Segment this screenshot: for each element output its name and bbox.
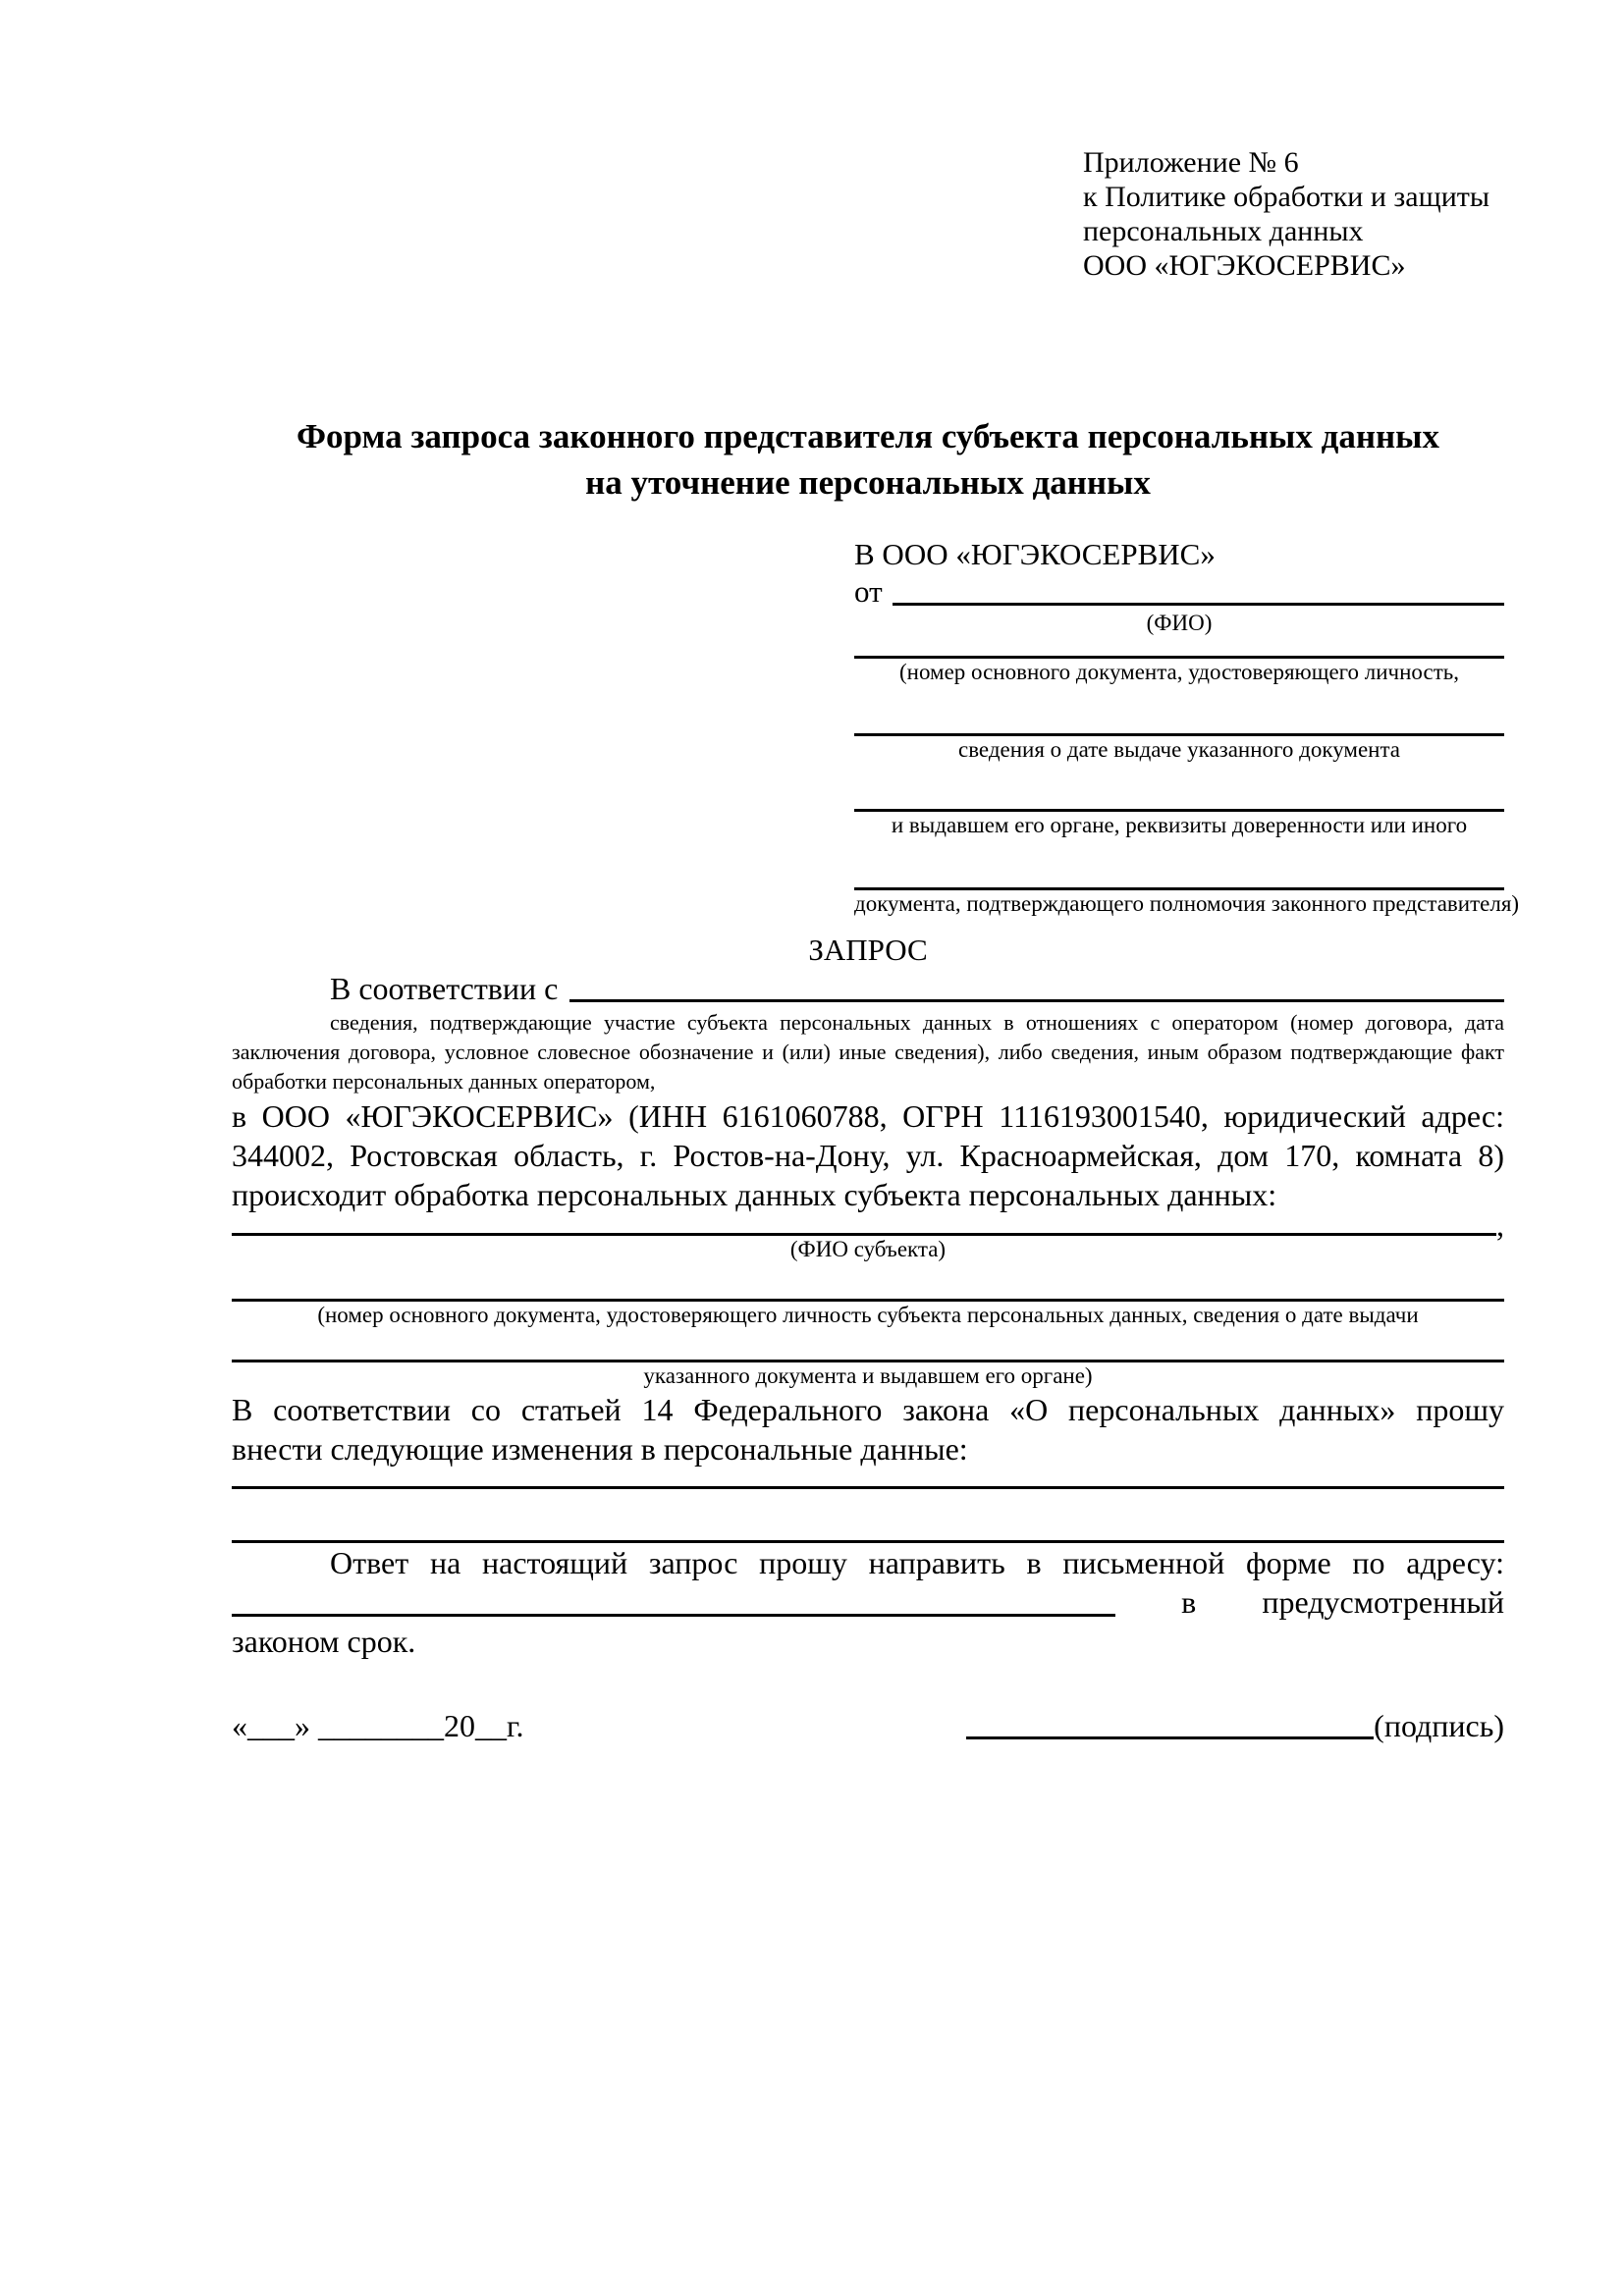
reply-address-field bbox=[232, 1582, 1504, 1622]
operator-line: в ООО «ЮГЭКОСЕРВИС» (ИНН 6161060788, ОГРН 1116193001540, юридический адрес: bbox=[232, 1098, 1504, 1134]
changes-fill-line bbox=[232, 1489, 1504, 1543]
fill-line bbox=[854, 764, 1504, 812]
law-line: внести следующие изменения в персональные данные: bbox=[232, 1431, 968, 1467]
basis-note bbox=[232, 1008, 1504, 1096]
subject-doc-field bbox=[232, 1329, 1504, 1390]
annex-line: ООО «ЮГЭКОСЕРВИС» bbox=[1083, 249, 1406, 282]
operator-line: 344002, Ростовская область, г. Ростов-на-Дону, ул. Красноармейская, дом 170, комната 8) bbox=[232, 1138, 1504, 1173]
caption-subject-doc-issuer: указанного документа и выдавшем его органе) bbox=[643, 1363, 1093, 1388]
signature-field bbox=[966, 1706, 1504, 1745]
caption-doc-authority: документа, подтверждающего полномочия законного представителя) bbox=[854, 891, 1520, 916]
basis-note-line: заключения договора, условное словесное обозначение и (или) иные сведения), либо сведения, иным образом подтверждающие факт bbox=[232, 1040, 1504, 1064]
basis-field bbox=[232, 969, 1504, 1008]
representative-doc-field bbox=[854, 764, 1504, 839]
caption-subject-doc: (номер основного документа, удостоверяющего личность субъекта персональных данных, сведения о дате выдачи bbox=[317, 1303, 1419, 1327]
subject-fio-field bbox=[232, 1207, 1504, 1243]
address-fill-line bbox=[232, 1614, 1115, 1617]
basis-label: В соответствии с bbox=[330, 971, 559, 1006]
annex-line: к Политике обработки и защиты bbox=[1083, 181, 1490, 213]
operator-paragraph bbox=[232, 1096, 1504, 1214]
fill-line bbox=[232, 1263, 1504, 1302]
law-paragraph bbox=[232, 1390, 1504, 1468]
subject-doc-field bbox=[232, 1263, 1504, 1329]
form-title-line: Форма запроса законного представителя субъекта персональных данных bbox=[297, 417, 1439, 455]
addressee-block bbox=[854, 535, 1520, 918]
fill-line bbox=[854, 686, 1504, 736]
signature-fill-line bbox=[966, 1736, 1374, 1739]
law-line: В соответствии со статьей 14 Федерального закона «О персональных данных» прошу bbox=[232, 1392, 1504, 1427]
addressee-to: В ООО «ЮГЭКОСЕРВИС» bbox=[854, 537, 1216, 571]
date-field: «___» ________20__г. bbox=[232, 1708, 524, 1743]
representative-doc-field bbox=[854, 686, 1504, 764]
reply-word: в bbox=[1181, 1584, 1197, 1620]
caption-doc-number: (номер основного документа, удостоверяющего личность, bbox=[898, 660, 1459, 684]
reply-line: Ответ на настоящий запрос прошу направить в письменной форме по адресу: bbox=[330, 1545, 1504, 1580]
trailing-comma: , bbox=[1496, 1207, 1504, 1243]
changes-fill-line bbox=[232, 1468, 1504, 1489]
caption-subject-fio: (ФИО субъекта) bbox=[789, 1237, 947, 1261]
fill-line bbox=[232, 1329, 1504, 1362]
request-heading: ЗАПРОС bbox=[808, 933, 928, 967]
form-title bbox=[232, 413, 1504, 506]
operator-line: происходит обработка персональных данных субъекта персональных данных: bbox=[232, 1177, 1277, 1212]
from-field bbox=[854, 574, 1504, 610]
reply-line: законом срок. bbox=[232, 1624, 416, 1659]
annex-line: персональных данных bbox=[1083, 215, 1364, 247]
form-title-line: на уточнение персональных данных bbox=[585, 463, 1151, 502]
basis-fill-line bbox=[569, 969, 1504, 1002]
caption-doc-issuer: и выдавшем его органе, реквизиты доверенности или иного bbox=[891, 813, 1468, 837]
basis-note-line: обработки персональных данных оператором, bbox=[232, 1069, 656, 1094]
representative-doc-field bbox=[854, 839, 1520, 918]
footer-row bbox=[232, 1706, 1504, 1745]
basis-note-line: сведения, подтверждающие участие субъекта персональных данных в отношениях с оператором (номер договора, дата bbox=[330, 1010, 1504, 1035]
from-fill-line bbox=[893, 574, 1504, 606]
caption-doc-date: сведения о дате выдаче указанного документа bbox=[957, 737, 1401, 762]
fill-line bbox=[854, 839, 1504, 890]
caption-signature: (подпись) bbox=[1374, 1708, 1504, 1743]
from-label: от bbox=[854, 574, 883, 609]
fill-line bbox=[854, 637, 1504, 659]
representative-doc-field bbox=[854, 637, 1504, 686]
caption-fio: (ФИО) bbox=[1146, 611, 1213, 635]
annex-line: Приложение № 6 bbox=[1083, 146, 1299, 179]
reply-word: предусмотренный bbox=[1262, 1584, 1504, 1620]
annex-header bbox=[1083, 145, 1504, 283]
